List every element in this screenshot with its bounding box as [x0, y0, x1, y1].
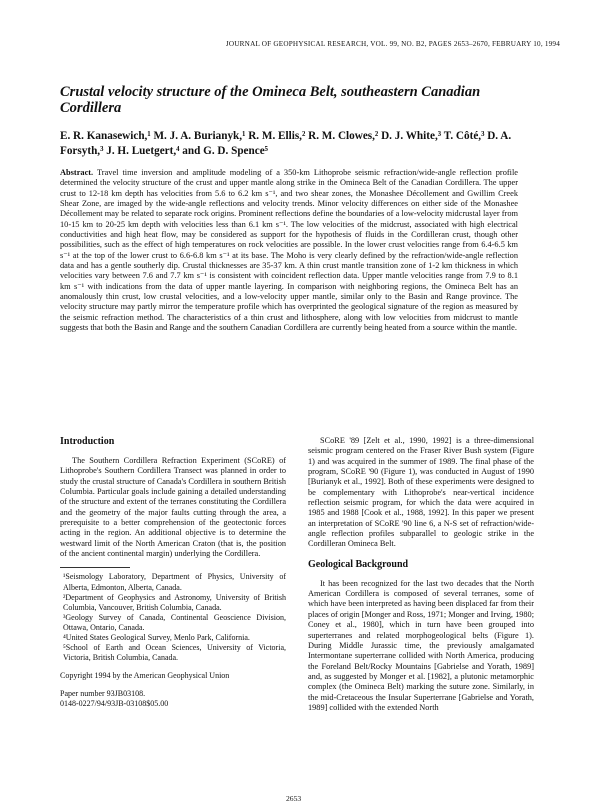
- geological-background-paragraph: It has been recognized for the last two decades that the North American Cordillera is composed of several terranes, some of which have been interpreted as having been displaced far from their places of origin [Monger and Ross, 1971; Monger and Irving, 1980; Coney et al., 1980], which in turn have been grouped into superterranes and related morphogeological belts (Figure 1). During Middle Jurassic time, the previously amalgamated Intermontane superterrane collided with North America, producing the Foreland Belt/Rocky Mountains [Gabrielse and Yorath, 1989] and, as suggested by Monger et al. [1982], a plutonic metamorphic complex (the Omineca Belt) marking the suture zone. Similarly, in the mid-Cretaceous the Insular Superterrane [Gabrielse and Yorath, 1989] collided with the extended North: [308, 578, 534, 712]
- footnote: ¹Seismology Laboratory, Department of Physics, University of Alberta, Edmonton, Alberta, Canada.: [63, 572, 286, 592]
- abstract-label: Abstract.: [60, 168, 94, 177]
- footnotes: [60, 572, 286, 663]
- footnote: ³Geology Survey of Canada, Continental Geoscience Division, Ottawa, Ontario, Canada.: [63, 612, 286, 632]
- right-column: [308, 436, 534, 713]
- copyright-notice: Copyright 1994 by the American Geophysical Union: [60, 671, 230, 681]
- score-paragraph: SCoRE '89 [Zelt et al., 1990, 1992] is a three-dimensional seismic program centered on the Fraser River Bush system (Figure 1) and was acquired in the summer of 1989. The final phase of the program, SCoRE '90 (Figure 1), was conducted in August of 1990 [Burianyk et al., 1992]. Both of these experiments were designed to be complementary with Lithoprobe's near-vertical incidence reflection seismic program, for which the data were acquired in 1985 and 1988 [Cook et al., 1988, 1992]. In this paper we present an interpretation of SCoRE '90 line 6, a N-S set of refraction/wide-angle reflection profiles subparallel to geologic strike in the Cordilleran Omineca Belt.: [308, 436, 534, 549]
- issn-line: 0148-0227/94/93JB-03108$05.00: [60, 699, 169, 709]
- paper-number: Paper number 93JB03108.: [60, 689, 146, 699]
- left-column: [60, 436, 286, 709]
- footnote: ⁵School of Earth and Ocean Sciences, University of Victoria, Victoria, British Columbia, Canada.: [63, 643, 286, 663]
- footnote: ⁴United States Geological Survey, Menlo Park, California.: [63, 633, 250, 642]
- geological-background-heading: Geological Background: [308, 558, 409, 570]
- paper-number-block: [60, 689, 286, 709]
- introduction-heading: Introduction: [60, 436, 115, 447]
- abstract: [60, 168, 518, 334]
- article-title: Crustal velocity structure of the Omineca Belt, southeastern Canadian Cordillera: [60, 84, 481, 116]
- footnote-divider: [60, 567, 130, 568]
- page-number: 2653: [286, 794, 302, 803]
- abstract-text: Travel time inversion and amplitude modeling of a 350-km Lithoprobe seismic refraction/wide-angle reflection profile determined the velocity structure of the crust and upper mantle along strike in the Omineca Belt of the Canadian Cordillera. The upper crust to 12-18 km depth has velocities from 5.6 to 6.2 km s⁻¹, and two shear zones, the Monashee Décollement and Gwillim Creek Shear Zone, are imaged by the wide-angle reflections and velocity trends. Minor velocity differences on either side of the Monashee Décollement may be related to separate rock origins. Prominent reflections define the boundaries of a low-velocity midcrustal layer from 10-15 km to 20-25 km depth with velocities less than 6.1 km s⁻¹. The low velocities of the midcrust, associated with high electrical conductivities and high heat flow, may be considered as support for the hypothesis of fluids in the Cordilleran crust, though other possibilities, such as the effect of high temperatures on rock velocities are possible. In the lower crust velocities range from 6.4-6.5 km s⁻¹ at the top of the lower crust to 6.6-6.8 km s⁻¹ at its base. The Moho is very clearly defined by the refraction/wide-angle reflection data and has a gentle southerly dip. Crustal thicknesses are 35-37 km. A thin crust mantle transition zone of 1-2 km thickness in which velocities vary between 7.6 and 7.7 km s⁻¹ is consistent with coincident reflection data. Upper mantle velocities range from 7.9 to 8.1 km s⁻¹ with indications from the data of upper mantle layering. In comparison with neighboring regions, the Omineca Belt has an anomalously thin crust, low crustal velocities, and a low-velocity upper mantle, similar only to the Basin and Range province. The velocity structure may partly mirror the temperature profile which has overprinted the geological signature of the region as measured by the seismic refraction method. The characteristics of a thin crust and lithosphere, along with low velocities from midcrust to mantle suggests that both the Basin and Range and the southern Canadian Cordillera are currently being heated from a source within the mantle.: [60, 168, 518, 333]
- journal-header: JOURNAL OF GEOPHYSICAL RESEARCH, VOL. 99, NO. B2, PAGES 2653–2670, FEBRUARY 10, 1994: [225, 40, 560, 48]
- introduction-paragraph: The Southern Cordillera Refraction Experiment (SCoRE) of Lithoprobe's Southern Cordillera Transect was planned in order to study the crustal structure of Canada's Cordillera in southern British Columbia. Particular goals include gaining a detailed understanding of the structure and extent of the terranes constituting the Cordillera and the geometry of the major faults cutting through the area, a prerequisite to a better comprehension of the geotectonic forces acting in the region. An additional objective is to determine the westward limit of the North American Craton (that is, the position of the ancient continental margin) underlying the Cordillera.: [60, 456, 286, 559]
- author-list: E. R. Kanasewich,¹ M. J. A. Burianyk,¹ R. M. Ellis,² R. M. Clowes,² D. J. White,³ T. Côté,³ D. A. Forsyth,³ J. H. Luetgert,⁴ and G. D. Spence⁵: [60, 130, 512, 157]
- footnote: ²Department of Geophysics and Astronomy, University of British Columbia, Vancouver, British Columbia, Canada.: [63, 592, 286, 612]
